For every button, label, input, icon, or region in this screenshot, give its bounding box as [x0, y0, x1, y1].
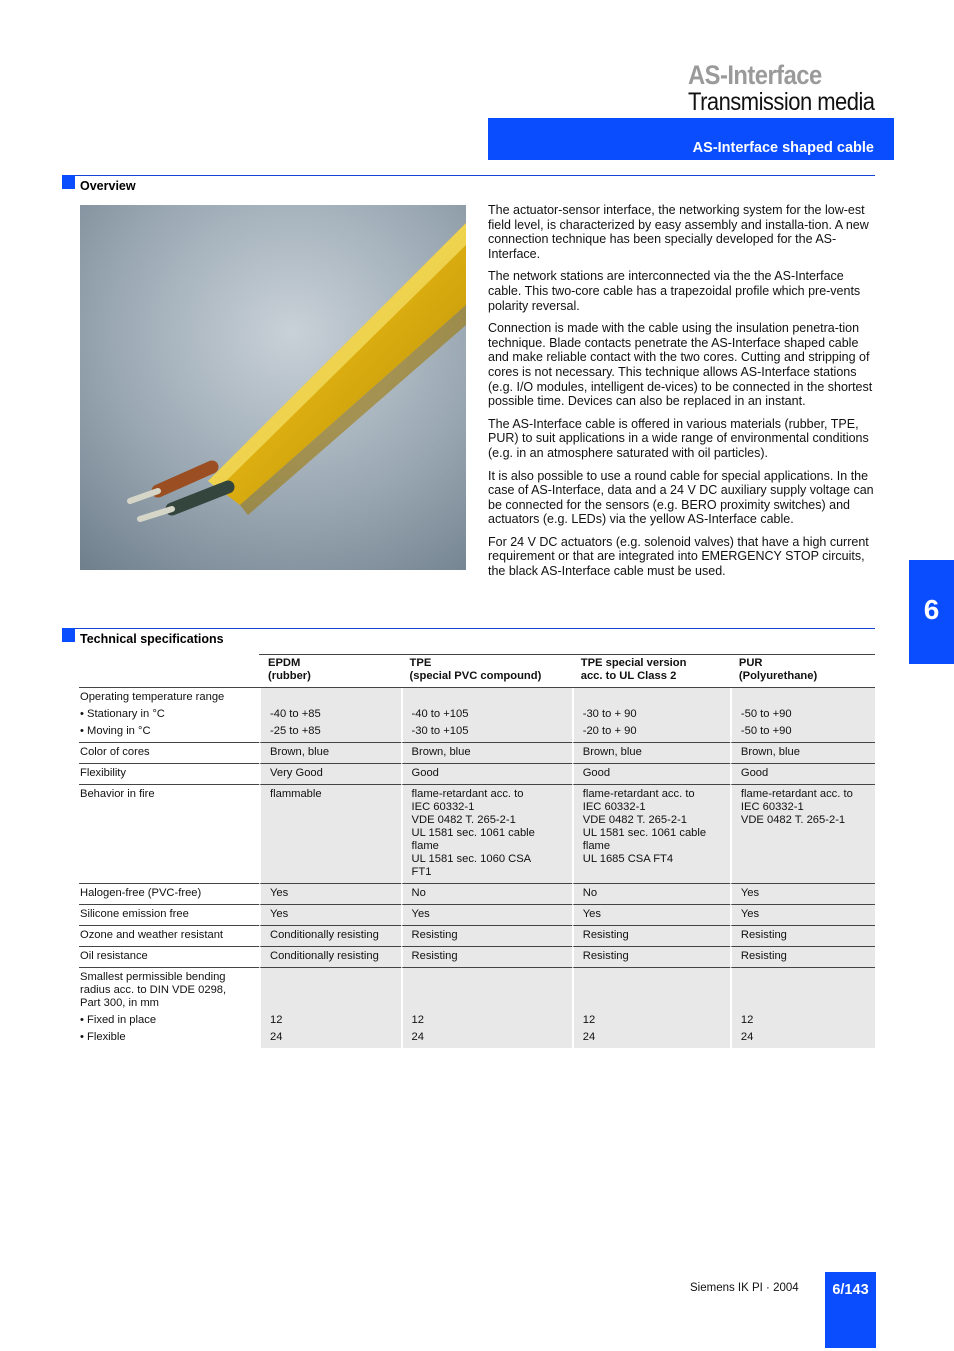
table-row	[79, 688, 875, 743]
page-number: 6/143	[832, 1282, 869, 1298]
table-cell: -40 to +85 -25 to +85	[259, 688, 401, 743]
table-cell: Yes	[730, 905, 875, 926]
table-row	[79, 743, 875, 764]
table-cell: Resisting	[730, 947, 875, 968]
chapter-tab	[909, 560, 954, 664]
table-cell: Brown, blue	[730, 743, 875, 764]
table-cell: Yes	[259, 905, 401, 926]
table-row	[79, 884, 875, 905]
table-cell: 12 24	[572, 968, 730, 1048]
overview-paragraph: It is also possible to use a round cable for special applications. In the case of AS-Interface, data and a 24 V DC auxiliary supply voltage can be connected for the sensors (e.g. BERO proximity switches) and actuators (e.g. LEDs) via the yellow AS-Interface cable.	[488, 468, 874, 527]
table-cell: No	[401, 884, 572, 905]
row-label: Color of cores	[79, 743, 259, 764]
overview-paragraph: The actuator-sensor interface, the networking system for the low-est field level, is characterized by easy assembly and installa-tion. A new connection technique has been specially developed for the AS-Interface.	[488, 203, 869, 261]
footer-text: Siemens IK PI · 2004	[690, 1282, 799, 1294]
row-label: Smallest permissible bending radius acc. to DIN VDE 0298, Part 300, in mm • Fixed in place • Flexible	[80, 971, 227, 1043]
table-cell: 12 24	[730, 968, 875, 1048]
table-cell: Yes	[401, 905, 572, 926]
column-header-epdm: EPDM (rubber)	[259, 654, 401, 688]
row-label: Flexibility	[79, 764, 259, 785]
table-cell: Good	[730, 764, 875, 785]
overview-paragraph: The network stations are interconnected via the the AS-Interface cable. This two-core cable has a trapezoidal profile which pre-vents polarity reversal.	[488, 269, 861, 313]
row-label: Operating temperature range • Stationary in °C • Moving in °C	[79, 688, 259, 743]
overview-paragraph: Connection is made with the cable using the insulation penetra-tion technique. Blade contacts penetrate the AS-Interface shaped cable and make reliable contact with the two cores. Cutting and stripping of cores is not necessary. This technique allows AS-Interface stations (e.g. I/O modules, intelligent de-vices) to be connected in the shortest possible time. Devices can also be replaced in an instant.	[488, 321, 873, 409]
table-row	[79, 764, 875, 785]
table-cell: Brown, blue	[572, 743, 730, 764]
overview-heading: Overview	[80, 179, 136, 193]
chapter-number: 6	[923, 594, 940, 625]
table-row	[79, 947, 875, 968]
row-label: Ozone and weather resistant	[79, 926, 259, 947]
table-cell: flame-retardant acc. to IEC 60332-1 VDE 0482 T. 265-2-1 UL 1581 sec. 1061 cable flame UL 1581 sec. 1060 CSA FT1	[401, 785, 572, 884]
table-cell: Resisting	[401, 926, 572, 947]
tech-specs-heading: Technical specifications	[80, 632, 224, 646]
table-cell: Conditionally resisting	[259, 926, 401, 947]
column-header-tpe-special: TPE special version acc. to UL Class 2	[572, 654, 730, 688]
section-bar	[488, 118, 894, 160]
table-cell: Resisting	[572, 947, 730, 968]
row-label: Halogen-free (PVC-free)	[79, 884, 259, 905]
row-label: Silicone emission free	[79, 905, 259, 926]
page-number-box	[825, 1272, 876, 1348]
table-cell: Resisting	[572, 926, 730, 947]
page-subtitle: Transmission media	[688, 88, 875, 116]
table-cell: 12 24	[401, 968, 572, 1048]
table-cell: -50 to +90 -50 to +90	[730, 688, 875, 743]
table-row	[79, 968, 875, 1048]
overview-text	[488, 203, 876, 587]
table-cell: Brown, blue	[401, 743, 572, 764]
table-cell: Conditionally resisting	[259, 947, 401, 968]
section-bar-label: AS-Interface shaped cable	[692, 140, 874, 156]
table-cell: Good	[401, 764, 572, 785]
page-title: AS-Interface	[688, 60, 822, 90]
table-cell: Resisting	[730, 926, 875, 947]
column-header-tpe: TPE (special PVC compound)	[401, 654, 572, 688]
table-cell: No	[572, 884, 730, 905]
table-cell: 12 24	[259, 968, 401, 1048]
table-row	[79, 905, 875, 926]
tech-specs-table	[79, 654, 875, 1048]
cable-photo	[80, 205, 466, 570]
table-cell: flammable	[259, 785, 401, 884]
table-cell: Good	[572, 764, 730, 785]
tech-specs-square-icon	[62, 628, 75, 642]
table-cell: Yes	[730, 884, 875, 905]
table-cell: flame-retardant acc. to IEC 60332-1 VDE 0482 T. 265-2-1 UL 1581 sec. 1061 cable flame UL 1685 CSA FT4	[572, 785, 730, 884]
row-label: Behavior in fire	[79, 785, 259, 884]
table-header-empty	[79, 654, 259, 688]
table-cell: flame-retardant acc. to IEC 60332-1 VDE 0482 T. 265-2-1	[730, 785, 875, 884]
overview-square-icon	[62, 175, 75, 189]
table-cell: -30 to + 90 -20 to + 90	[572, 688, 730, 743]
table-cell: Brown, blue	[259, 743, 401, 764]
table-cell: Yes	[259, 884, 401, 905]
tech-specs-rule	[62, 628, 875, 629]
table-header-row	[79, 654, 875, 688]
row-label: Oil resistance	[79, 947, 259, 968]
table-cell: Resisting	[401, 947, 572, 968]
overview-paragraph: For 24 V DC actuators (e.g. solenoid valves) that have a high current requirement or that are integrated into EMERGENCY STOP circuits, the black AS-Interface cable must be used.	[488, 534, 869, 579]
table-row	[79, 926, 875, 947]
table-row	[79, 785, 875, 884]
table-cell: Very Good	[259, 764, 401, 785]
column-header-pur: PUR (Polyurethane)	[730, 654, 875, 688]
overview-paragraph: The AS-Interface cable is offered in various materials (rubber, TPE, PUR) to suit applications in a wide range of environmental conditions (e.g. in an atmosphere saturated with oil particles).	[488, 416, 869, 460]
table-cell: -40 to +105 -30 to +105	[401, 688, 572, 743]
overview-rule	[62, 175, 875, 176]
table-cell: Yes	[572, 905, 730, 926]
